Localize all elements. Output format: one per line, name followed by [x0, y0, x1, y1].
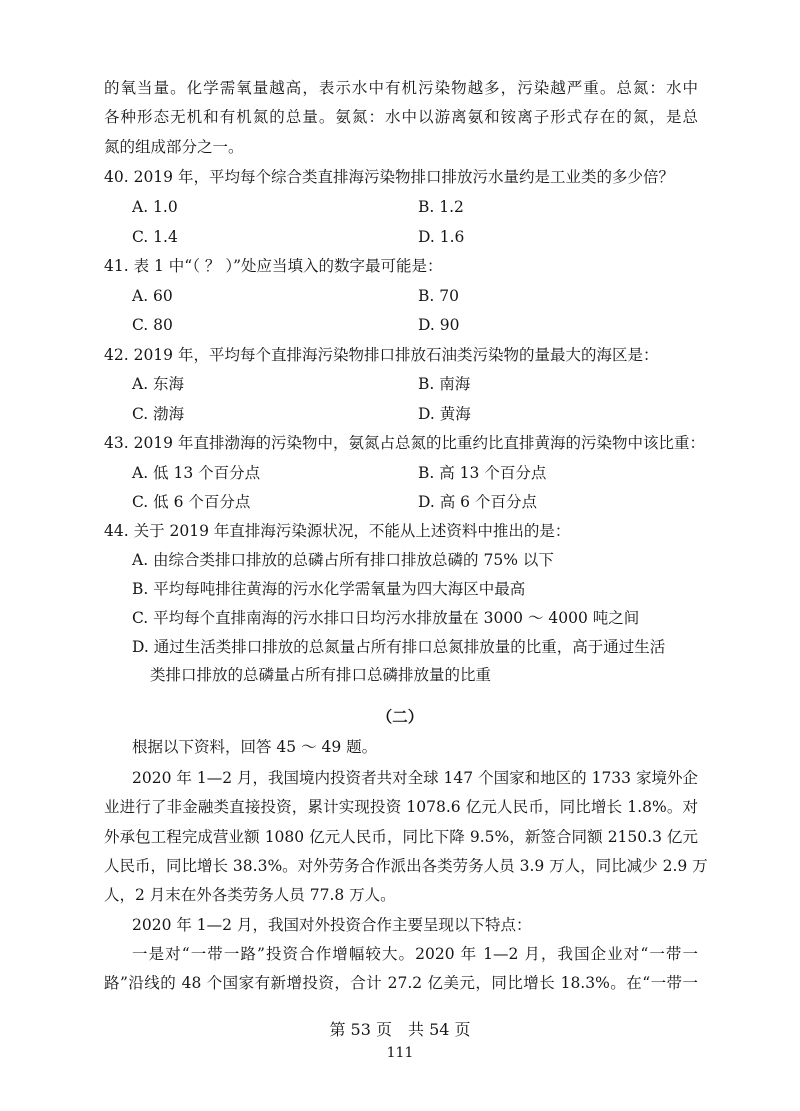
question-43-option-b: B. 高 13 个百分点	[418, 464, 547, 482]
question-42-stem: 42. 2019 年，平均每个直排海污染物排口排放石油类污染物的量最大的海区是：	[104, 346, 659, 364]
question-42-option-b: B. 南海	[418, 375, 471, 393]
question-41-option-a: A. 60	[132, 287, 173, 305]
paragraph-line: 2020 年 1—2 月，我国对外投资合作主要呈现以下特点：	[132, 916, 532, 934]
question-40-option-b: B. 1.2	[418, 198, 464, 216]
question-40-option-c: C. 1.4	[132, 228, 178, 246]
question-44-option-d: D. 通过生活类排口排放的总氮量占所有排口总氮排放量的比重，高于通过生活	[132, 638, 666, 656]
paragraph-line: 路”沿线的 48 个国家有新增投资，合计 27.2 亿美元，同比增长 18.3%。在“一带一	[104, 974, 698, 992]
question-41-stem: 41. 表 1 中“（ ？ ）”处应当填入的数字最可能是：	[104, 257, 443, 275]
paragraph-line: 人，2 月末在外各类劳务人员 77.8 万人。	[104, 886, 396, 904]
question-44-option-c: C. 平均每个直排南海的污水排口日均污水排放量在 3000 ～ 4000 吨之间	[132, 609, 640, 627]
page-number: 111	[386, 1045, 414, 1061]
question-41-option-c: C. 80	[132, 316, 173, 334]
paragraph-line: 2020 年 1—2 月，我国境内投资者共对全球 147 个国家和地区的 1733 家境外企	[132, 769, 698, 787]
paragraph-line: 业进行了非金融类直接投资，累计实现投资 1078.6 亿元人民币，同比增长 1.8%。对	[104, 798, 698, 816]
section-heading: （二）	[376, 707, 424, 726]
section-instruction: 根据以下资料，回答 45 ～ 49 题。	[132, 738, 378, 756]
question-42-option-a: A. 东海	[132, 375, 185, 393]
question-44-option-d-continued: 类排口排放的总磷量占所有排口总磷排放量的比重	[150, 666, 492, 684]
question-43-stem: 43. 2019 年直排渤海的污染物中，氨氮占总氮的比重约比直排黄海的污染物中该比重：	[104, 434, 705, 452]
question-41-option-b: B. 70	[418, 287, 459, 305]
intro-line: 各种形态无机和有机氮的总量。氨氮：水中以游离氨和铵离子形式存在的氮，是总	[104, 108, 698, 126]
paragraph-line: 人民币，同比增长 38.3%。对外劳务合作派出各类劳务人员 3.9 万人，同比减少 2.9 万	[104, 857, 708, 875]
intro-line: 的氧当量。化学需氧量越高，表示水中有机污染物越多，污染越严重。总氮：水中	[104, 79, 698, 97]
page-label: 第 53 页 共 54 页	[329, 1020, 471, 1039]
question-43-option-c: C. 低 6 个百分点	[132, 493, 251, 511]
intro-line: 氮的组成部分之一。	[104, 138, 244, 156]
question-42-option-c: C. 渤海	[132, 405, 185, 423]
question-40-option-d: D. 1.6	[418, 228, 465, 246]
question-43-option-a: A. 低 13 个百分点	[132, 464, 261, 482]
question-44-stem: 44. 关于 2019 年直排海污染源状况，不能从上述资料中推出的是：	[104, 522, 571, 540]
question-40-stem: 40. 2019 年，平均每个综合类直排海污染物排口排放污水量约是工业类的多少倍？	[104, 168, 674, 186]
paragraph-line: 外承包工程完成营业额 1080 亿元人民币，同比下降 9.5%，新签合同额 2150.3 亿元	[104, 828, 698, 846]
question-44-option-a: A. 由综合类排口排放的总磷占所有排口排放总磷的 75% 以下	[132, 551, 554, 569]
question-44-option-b: B. 平均每吨排往黄海的污水化学需氧量为四大海区中最高	[132, 580, 526, 598]
question-40-option-a: A. 1.0	[132, 198, 178, 216]
question-42-option-d: D. 黄海	[418, 405, 471, 423]
paragraph-line: 一是对“一带一路”投资合作增幅较大。2020 年 1—2 月，我国企业对“一带一	[132, 945, 698, 963]
question-43-option-d: D. 高 6 个百分点	[418, 493, 537, 511]
question-41-option-d: D. 90	[418, 316, 460, 334]
